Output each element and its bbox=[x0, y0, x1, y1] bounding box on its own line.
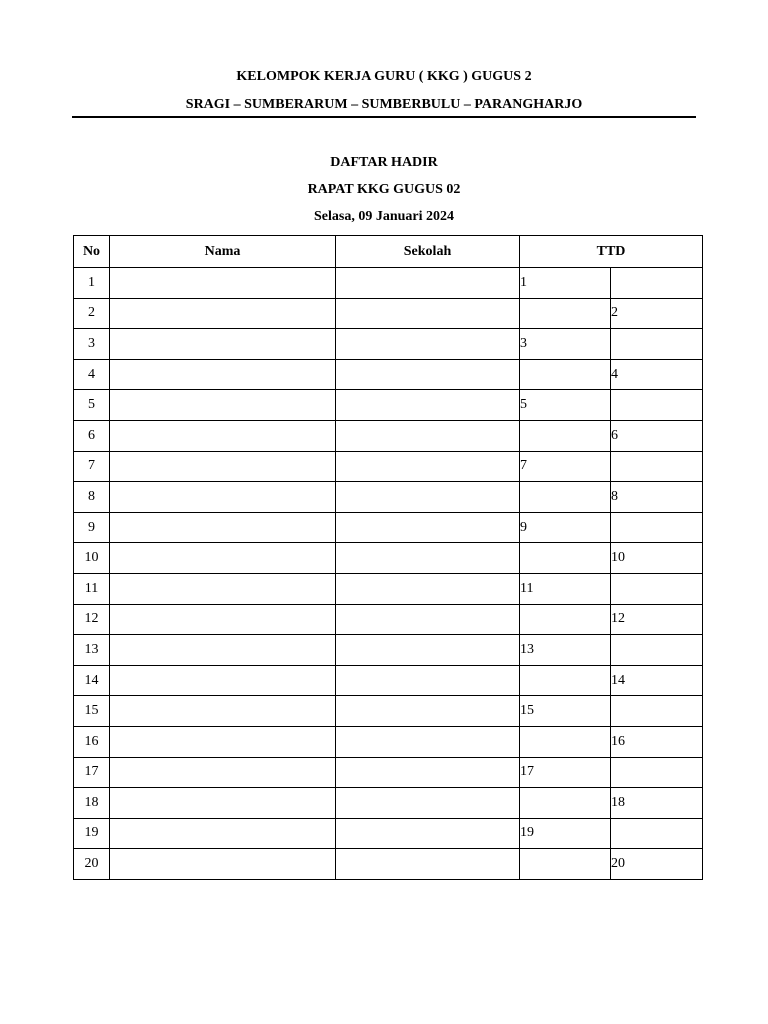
row-number: 4 bbox=[74, 359, 110, 390]
signature-cell-left[interactable] bbox=[520, 298, 611, 329]
signature-cell-left[interactable] bbox=[520, 726, 611, 757]
row-number: 10 bbox=[74, 543, 110, 574]
table-row bbox=[74, 420, 703, 451]
name-cell[interactable] bbox=[110, 635, 336, 666]
table-row bbox=[74, 482, 703, 513]
school-cell[interactable] bbox=[336, 726, 520, 757]
signature-cell-left[interactable] bbox=[520, 420, 611, 451]
school-cell[interactable] bbox=[336, 635, 520, 666]
signature-cell-right[interactable]: 6 bbox=[611, 420, 703, 451]
row-number: 9 bbox=[74, 512, 110, 543]
row-number: 19 bbox=[74, 818, 110, 849]
table-row bbox=[74, 359, 703, 390]
signature-cell-left[interactable]: 15 bbox=[520, 696, 611, 727]
school-cell[interactable] bbox=[336, 818, 520, 849]
attendance-table bbox=[73, 235, 703, 880]
row-number: 8 bbox=[74, 482, 110, 513]
row-number: 5 bbox=[74, 390, 110, 421]
name-cell[interactable] bbox=[110, 512, 336, 543]
signature-cell-right[interactable] bbox=[611, 757, 703, 788]
signature-cell-left[interactable]: 17 bbox=[520, 757, 611, 788]
row-number: 1 bbox=[74, 268, 110, 299]
row-number: 20 bbox=[74, 849, 110, 880]
letterhead-divider bbox=[72, 116, 696, 118]
signature-cell-left[interactable] bbox=[520, 543, 611, 574]
name-cell[interactable] bbox=[110, 359, 336, 390]
row-number: 16 bbox=[74, 726, 110, 757]
school-cell[interactable] bbox=[336, 573, 520, 604]
table-row bbox=[74, 451, 703, 482]
row-number: 3 bbox=[74, 329, 110, 360]
name-cell[interactable] bbox=[110, 604, 336, 635]
school-cell[interactable] bbox=[336, 757, 520, 788]
row-number: 11 bbox=[74, 573, 110, 604]
school-cell[interactable] bbox=[336, 512, 520, 543]
school-cell[interactable] bbox=[336, 359, 520, 390]
table-row bbox=[74, 696, 703, 727]
column-header-sekolah: Sekolah bbox=[336, 236, 520, 268]
signature-cell-right[interactable] bbox=[611, 451, 703, 482]
school-cell[interactable] bbox=[336, 268, 520, 299]
row-number: 2 bbox=[74, 298, 110, 329]
signature-cell-right[interactable] bbox=[611, 390, 703, 421]
signature-cell-left[interactable]: 1 bbox=[520, 268, 611, 299]
table-row bbox=[74, 665, 703, 696]
name-cell[interactable] bbox=[110, 757, 336, 788]
table-row bbox=[74, 726, 703, 757]
signature-cell-left[interactable] bbox=[520, 482, 611, 513]
name-cell[interactable] bbox=[110, 818, 336, 849]
name-cell[interactable] bbox=[110, 482, 336, 513]
signature-cell-right[interactable] bbox=[611, 696, 703, 727]
signature-cell-right[interactable]: 2 bbox=[611, 298, 703, 329]
name-cell[interactable] bbox=[110, 788, 336, 819]
name-cell[interactable] bbox=[110, 420, 336, 451]
table-row bbox=[74, 298, 703, 329]
table-row bbox=[74, 849, 703, 880]
school-cell[interactable] bbox=[336, 298, 520, 329]
table-row bbox=[74, 268, 703, 299]
signature-cell-right[interactable]: 4 bbox=[611, 359, 703, 390]
table-row bbox=[74, 757, 703, 788]
table-row bbox=[74, 329, 703, 360]
name-cell[interactable] bbox=[110, 543, 336, 574]
school-cell[interactable] bbox=[336, 665, 520, 696]
row-number: 15 bbox=[74, 696, 110, 727]
document-title: DAFTAR HADIR bbox=[330, 155, 438, 170]
organization-members: SRAGI – SUMBERARUM – SUMBERBULU – PARANGHARJO bbox=[185, 97, 583, 112]
signature-cell-right[interactable]: 8 bbox=[611, 482, 703, 513]
school-cell[interactable] bbox=[336, 390, 520, 421]
signature-cell-left[interactable] bbox=[520, 604, 611, 635]
row-number: 12 bbox=[74, 604, 110, 635]
signature-cell-right[interactable]: 12 bbox=[611, 604, 703, 635]
name-cell[interactable] bbox=[110, 329, 336, 360]
signature-cell-left[interactable] bbox=[520, 788, 611, 819]
table-row bbox=[74, 573, 703, 604]
signature-cell-right[interactable]: 18 bbox=[611, 788, 703, 819]
table-row bbox=[74, 635, 703, 666]
row-number: 14 bbox=[74, 665, 110, 696]
school-cell[interactable] bbox=[336, 329, 520, 360]
table-body bbox=[74, 268, 703, 880]
column-header-nama: Nama bbox=[110, 236, 336, 268]
row-number: 7 bbox=[74, 451, 110, 482]
name-cell[interactable] bbox=[110, 726, 336, 757]
school-cell[interactable] bbox=[336, 788, 520, 819]
name-cell[interactable] bbox=[110, 298, 336, 329]
signature-cell-right[interactable] bbox=[611, 329, 703, 360]
row-number: 18 bbox=[74, 788, 110, 819]
name-cell[interactable] bbox=[110, 665, 336, 696]
signature-cell-right[interactable] bbox=[611, 818, 703, 849]
organization-name: KELOMPOK KERJA GURU ( KKG ) GUGUS 2 bbox=[236, 69, 532, 84]
table-header-row bbox=[74, 236, 703, 268]
table-row bbox=[74, 818, 703, 849]
signature-cell-left[interactable]: 5 bbox=[520, 390, 611, 421]
name-cell[interactable] bbox=[110, 451, 336, 482]
document-subtitle: RAPAT KKG GUGUS 02 bbox=[307, 182, 461, 197]
school-cell[interactable] bbox=[336, 604, 520, 635]
school-cell[interactable] bbox=[336, 543, 520, 574]
table-row bbox=[74, 390, 703, 421]
name-cell[interactable] bbox=[110, 696, 336, 727]
signature-cell-right[interactable] bbox=[611, 512, 703, 543]
name-cell[interactable] bbox=[110, 390, 336, 421]
school-cell[interactable] bbox=[336, 482, 520, 513]
signature-cell-right[interactable] bbox=[611, 268, 703, 299]
row-number: 6 bbox=[74, 420, 110, 451]
school-cell[interactable] bbox=[336, 451, 520, 482]
table-row bbox=[74, 604, 703, 635]
column-header-ttd: TTD bbox=[520, 236, 703, 268]
signature-cell-left[interactable]: 13 bbox=[520, 635, 611, 666]
signature-cell-left[interactable] bbox=[520, 849, 611, 880]
signature-cell-left[interactable] bbox=[520, 665, 611, 696]
school-cell[interactable] bbox=[336, 420, 520, 451]
name-cell[interactable] bbox=[110, 573, 336, 604]
signature-cell-right[interactable]: 10 bbox=[611, 543, 703, 574]
name-cell[interactable] bbox=[110, 849, 336, 880]
document-date: Selasa, 09 Januari 2024 bbox=[313, 209, 454, 224]
signature-cell-right[interactable]: 20 bbox=[611, 849, 703, 880]
signature-cell-left[interactable] bbox=[520, 359, 611, 390]
signature-cell-right[interactable]: 14 bbox=[611, 665, 703, 696]
school-cell[interactable] bbox=[336, 849, 520, 880]
signature-cell-right[interactable] bbox=[611, 573, 703, 604]
signature-cell-left[interactable]: 9 bbox=[520, 512, 611, 543]
signature-cell-left[interactable]: 19 bbox=[520, 818, 611, 849]
row-number: 17 bbox=[74, 757, 110, 788]
signature-cell-right[interactable] bbox=[611, 635, 703, 666]
signature-cell-left[interactable]: 7 bbox=[520, 451, 611, 482]
signature-cell-left[interactable]: 11 bbox=[520, 573, 611, 604]
signature-cell-right[interactable]: 16 bbox=[611, 726, 703, 757]
column-header-no: No bbox=[74, 236, 110, 268]
row-number: 13 bbox=[74, 635, 110, 666]
table-row bbox=[74, 512, 703, 543]
table-row bbox=[74, 543, 703, 574]
table-row bbox=[74, 788, 703, 819]
signature-cell-left[interactable]: 3 bbox=[520, 329, 611, 360]
school-cell[interactable] bbox=[336, 696, 520, 727]
name-cell[interactable] bbox=[110, 268, 336, 299]
